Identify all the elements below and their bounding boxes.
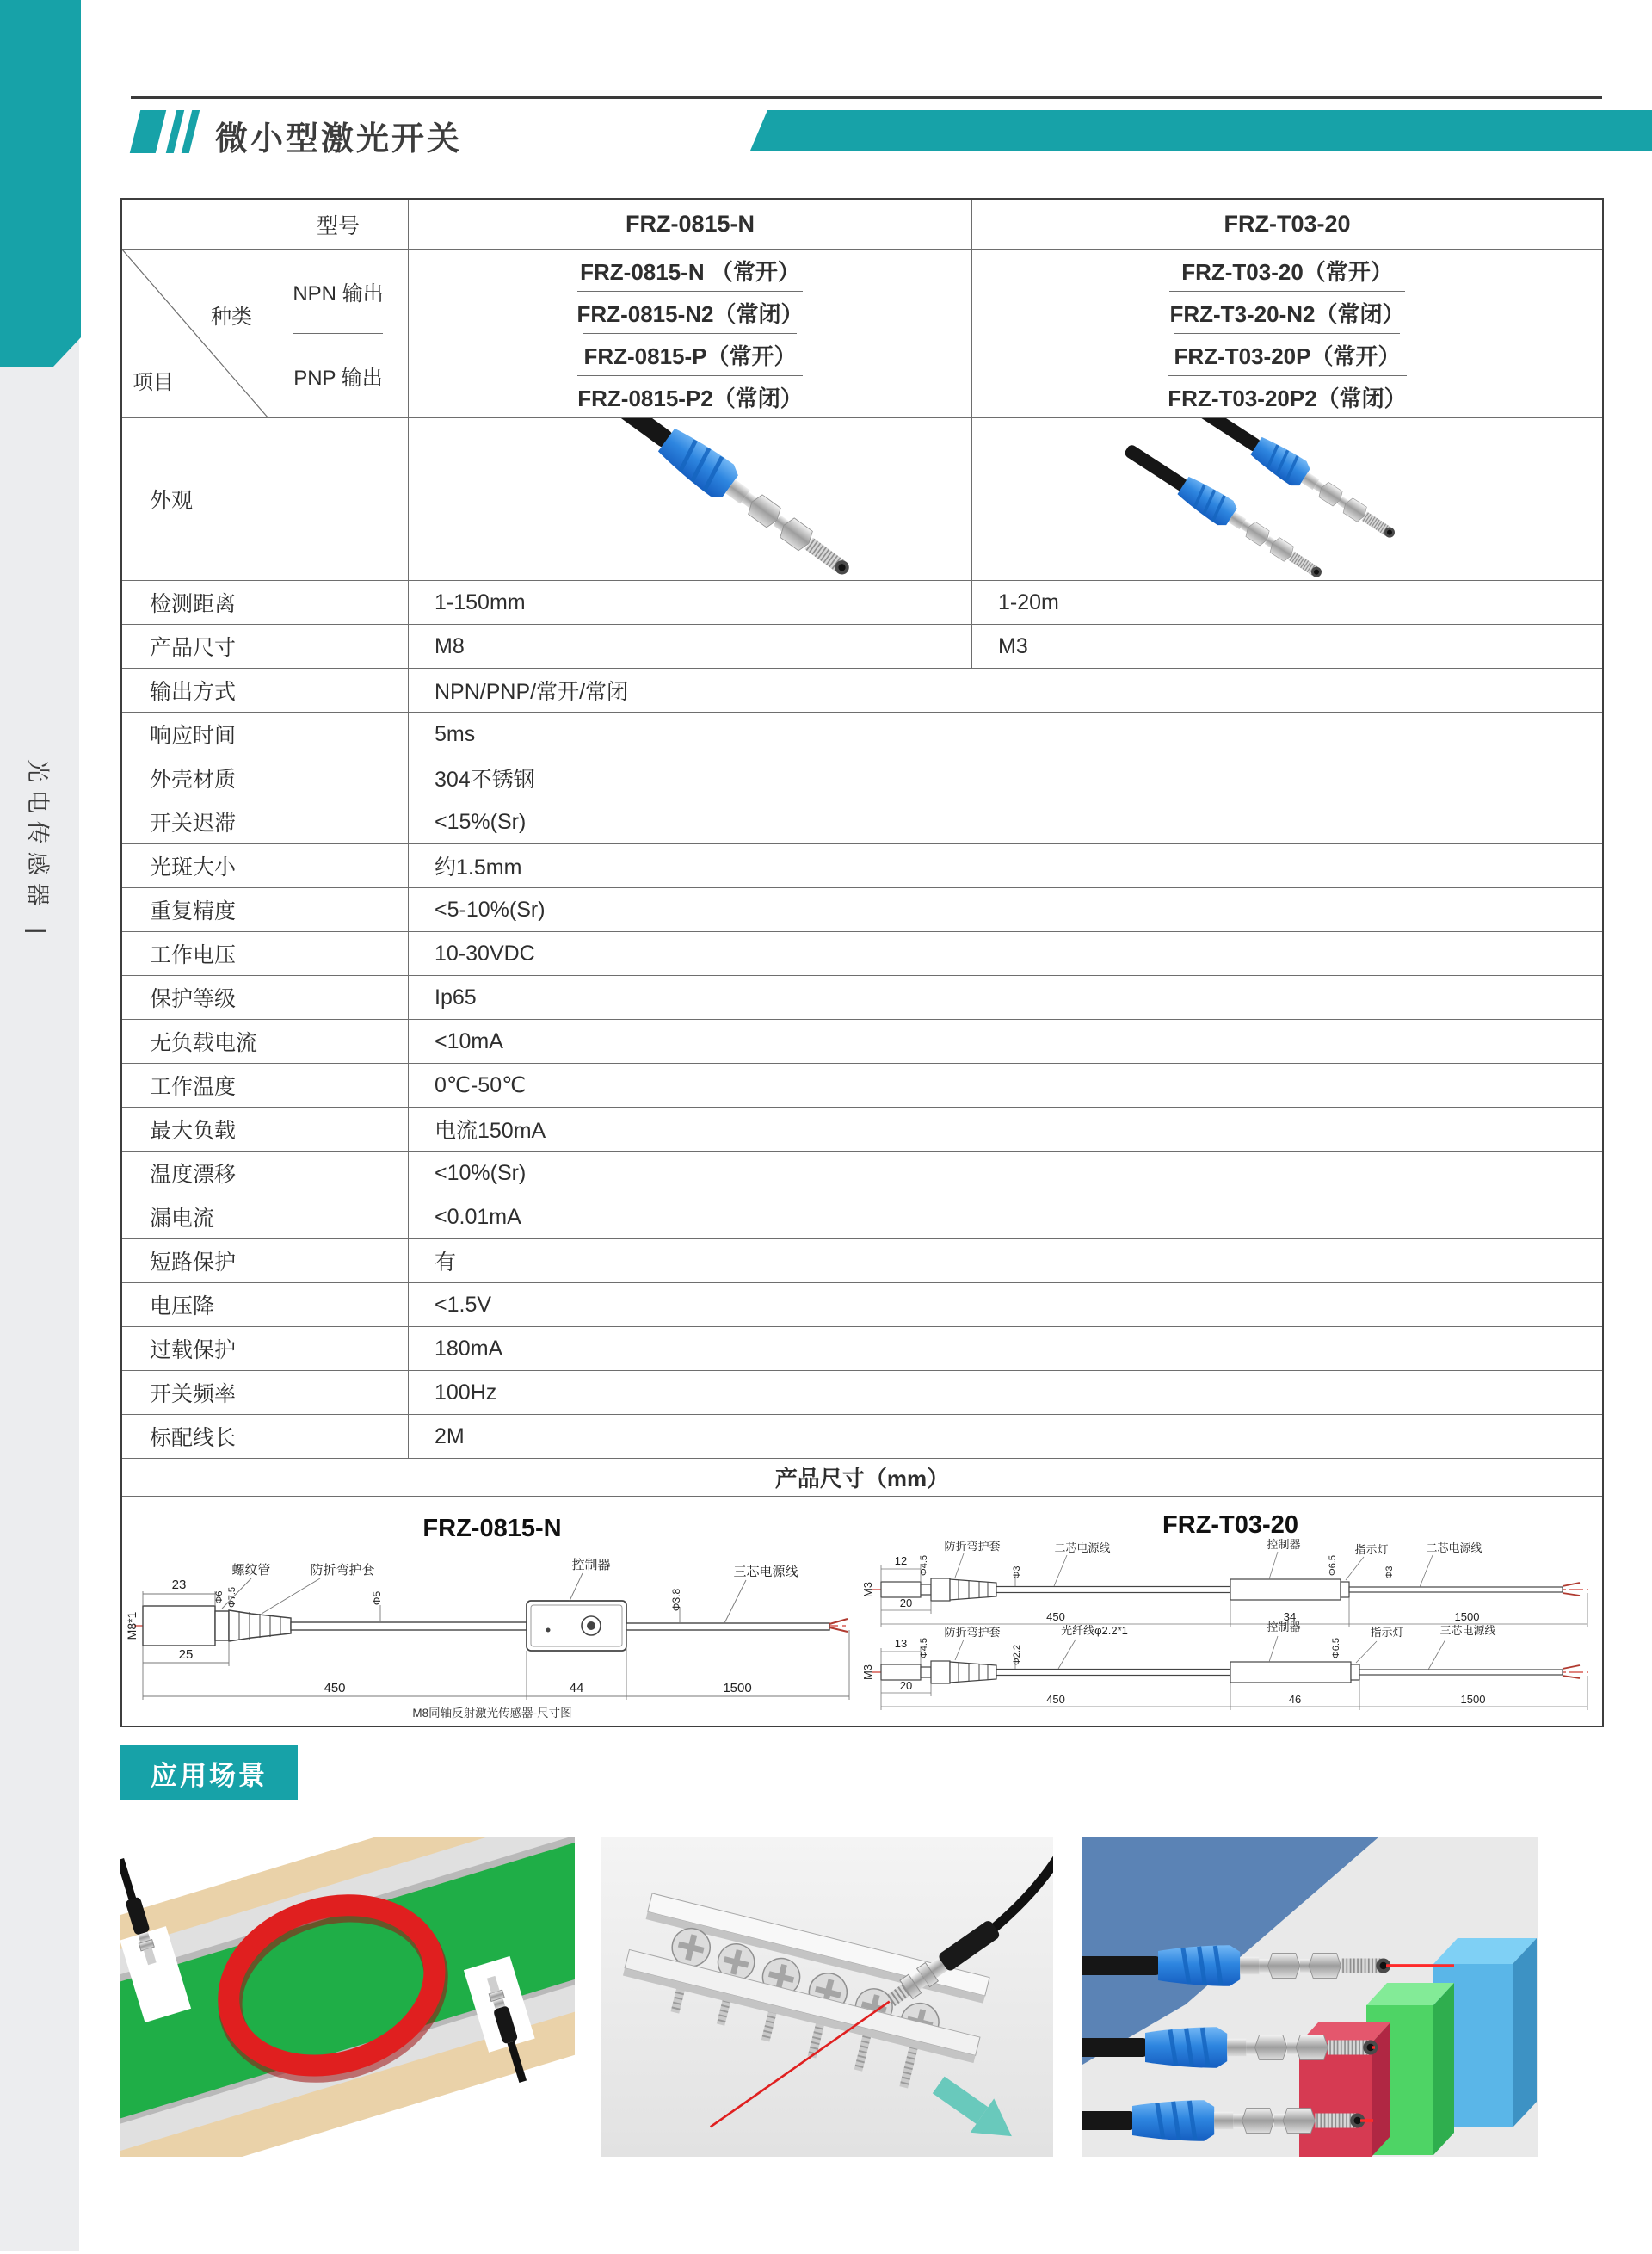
applications-header: 应用场景: [151, 1760, 268, 1791]
spec-label: 电压降: [122, 1283, 409, 1326]
variant-cell: FRZ-T03-20P2（常闭）: [1168, 375, 1406, 417]
variant-cell: FRZ-T03-20（常开）: [1181, 258, 1393, 285]
table-row: [122, 624, 1602, 668]
spec-label: 保护等级: [122, 976, 409, 1019]
application-image-screw-rail: [601, 1837, 1053, 2157]
spec-value: <1.5V: [435, 1292, 492, 1317]
spec-value-col2: 1-20m: [998, 590, 1059, 614]
dimension-drawing-frz0815: [122, 1497, 860, 1726]
spec-value: <15%(Sr): [435, 809, 527, 834]
output-type-column: [268, 250, 409, 417]
spec-label: 工作电压: [122, 932, 409, 975]
part-label-cable2: 三芯电源线: [1439, 1624, 1496, 1637]
spec-label: 输出方式: [122, 669, 409, 712]
dia-label: Φ3: [1384, 1565, 1395, 1579]
dia-label: Φ6: [214, 1590, 225, 1604]
spec-value: 180mA: [435, 1336, 503, 1361]
spec-value: <10%(Sr): [435, 1160, 527, 1185]
spec-label: 工作温度: [122, 1064, 409, 1107]
spec-table: [120, 198, 1604, 1727]
variant-cell: FRZ-0815-P（常开）: [583, 333, 796, 375]
model-row-label: 型号: [268, 200, 409, 249]
table-row: [122, 1238, 1602, 1282]
table-row: [122, 1370, 1602, 1414]
spec-value: 约1.5mm: [435, 855, 522, 880]
spec-label: 无负载电流: [122, 1020, 409, 1063]
spec-label: 产品尺寸: [122, 625, 409, 668]
pnp-output-label: PNP 输出: [293, 333, 383, 417]
spec-value: <0.01mA: [435, 1204, 521, 1229]
part-label-cable1: 二芯电源线: [1054, 1541, 1111, 1554]
spec-label: 最大负载: [122, 1108, 409, 1151]
dims-header: 产品尺寸（mm）: [774, 1466, 950, 1491]
title-slash-icon: [182, 110, 200, 153]
spec-value: 电流150mA: [435, 1119, 546, 1143]
spec-value-col1: M8: [409, 625, 972, 668]
drawing-title: FRZ-T03-20: [1162, 1511, 1298, 1539]
variant-cell: FRZ-T03-20P（常开）: [1174, 333, 1401, 375]
appearance-label: 外观: [122, 418, 409, 580]
spec-value: 10-30VDC: [435, 941, 535, 966]
dia-label: Φ4.5: [919, 1554, 929, 1577]
diagonal-label-item: 项目: [133, 371, 174, 394]
table-row: [122, 887, 1602, 931]
spec-value: 有: [435, 1251, 457, 1275]
table-variants-block: [122, 249, 1602, 417]
part-label-boot: 防折弯护套: [310, 1563, 375, 1578]
thread-size-label: M3: [861, 1581, 874, 1598]
part-label-cable1: 光纤线φ2.2*1: [1061, 1624, 1128, 1637]
dia-label: Φ6.5: [1328, 1554, 1338, 1577]
left-teal-block: [0, 0, 81, 367]
diagonal-label-category: 种类: [211, 306, 252, 329]
thread-size-label: M3: [861, 1664, 874, 1681]
spec-value: 2M: [435, 1423, 465, 1448]
npn-output-label: NPN 输出: [293, 282, 384, 306]
table-row-dims-header: [122, 1458, 1602, 1496]
part-label-controller: 控制器: [1267, 1538, 1301, 1551]
table-row: [122, 800, 1602, 843]
spec-value: 304不锈钢: [435, 768, 535, 792]
variant-cell: FRZ-T3-20-N2（常闭）: [1169, 291, 1404, 333]
spec-label: 过载保护: [122, 1327, 409, 1370]
dim-450: 450: [1046, 1693, 1065, 1706]
part-label-thread-tube: 螺纹管: [231, 1563, 271, 1578]
table-row: [122, 1414, 1602, 1458]
table-row-appearance: [122, 417, 1602, 580]
spec-label: 外壳材质: [122, 756, 409, 800]
part-label-controller: 控制器: [571, 1558, 611, 1572]
title-slash-icon: [166, 110, 184, 153]
spec-value: Ip65: [435, 985, 477, 1010]
spec-label: 检测距离: [122, 581, 409, 624]
empty-cell: [122, 200, 268, 249]
applications-header-badge: [120, 1745, 298, 1800]
dia-label: Φ4.5: [919, 1637, 929, 1659]
spec-value: NPN/PNP/常开/常闭: [435, 680, 629, 704]
dia-label: Φ2.2: [1012, 1644, 1022, 1666]
model-name-col1: FRZ-0815-N: [409, 200, 972, 249]
part-label-boot: 防折弯护套: [944, 1626, 1001, 1639]
dim-1500: 1500: [1454, 1610, 1480, 1623]
spec-label: 开关迟滞: [122, 800, 409, 843]
dim-34: 34: [1283, 1610, 1297, 1623]
dia-label: Φ3.8: [670, 1588, 682, 1612]
header-rule: [131, 96, 1602, 99]
sidebar-vertical-label: 光电传感器 |: [24, 758, 51, 942]
spec-value-col1: 1-150mm: [409, 581, 972, 624]
table-row: [122, 1282, 1602, 1326]
dia-label: Φ7.5: [227, 1586, 237, 1609]
dim-12: 12: [894, 1554, 908, 1567]
table-row: [122, 1107, 1602, 1151]
part-label-boot: 防折弯护套: [944, 1540, 1001, 1553]
table-row: [122, 1195, 1602, 1238]
dia-label: Φ6.5: [1331, 1637, 1341, 1659]
dimension-drawing-frzt0320: [860, 1497, 1602, 1726]
dim-13: 13: [894, 1637, 908, 1650]
thread-size-label: M8*1: [125, 1611, 139, 1640]
spec-value: 100Hz: [435, 1380, 497, 1405]
title-slash-icon: [130, 110, 166, 153]
table-row: [122, 1019, 1602, 1063]
dia-label: Φ5: [371, 1590, 383, 1606]
dim-23: 23: [171, 1578, 187, 1592]
table-row: [122, 931, 1602, 975]
product-photo-frz0815: [409, 418, 971, 580]
dia-label: Φ3: [1012, 1565, 1022, 1579]
drawing-caption: M8同轴反射激光传感器-尺寸图: [412, 1707, 572, 1720]
table-row-model: [122, 200, 1602, 249]
product-photo-col1: [409, 418, 972, 580]
application-image-rgb-blocks: [1082, 1837, 1538, 2157]
spec-value: <5-10%(Sr): [435, 897, 546, 922]
table-row-drawings: [122, 1496, 1602, 1726]
dim-1500: 1500: [723, 1681, 752, 1695]
variant-cell: FRZ-0815-N （常开）: [580, 258, 800, 285]
spec-label: 漏电流: [122, 1195, 409, 1238]
drawing-title: FRZ-0815-N: [422, 1515, 562, 1542]
title-accent-band: [750, 110, 1652, 151]
spec-value-col2: M3: [998, 633, 1028, 658]
part-label-controller: 控制器: [1267, 1621, 1301, 1633]
table-row: [122, 580, 1602, 624]
dim-450: 450: [324, 1681, 346, 1695]
dim-20: 20: [899, 1679, 913, 1692]
diagonal-header-cell: [122, 250, 268, 417]
application-image-conveyor: [120, 1837, 575, 2157]
table-row: [122, 975, 1602, 1019]
table-row: [122, 756, 1602, 800]
product-photo-frzt0320: [972, 418, 1602, 580]
spec-label: 重复精度: [122, 888, 409, 931]
spec-value: 0℃-50℃: [435, 1073, 527, 1097]
variant-cell: FRZ-0815-P2（常闭）: [577, 375, 803, 417]
dim-25: 25: [178, 1647, 194, 1662]
page-title: 微小型激光开关: [215, 121, 463, 157]
model-name-col2: FRZ-T03-20: [1224, 211, 1351, 237]
spec-label: 响应时间: [122, 713, 409, 756]
spec-label: 温度漂移: [122, 1152, 409, 1195]
spec-label: 开关频率: [122, 1371, 409, 1414]
variant-cell: FRZ-0815-N2（常闭）: [577, 291, 804, 333]
spec-label: 光斑大小: [122, 844, 409, 887]
table-row: [122, 712, 1602, 756]
dim-46: 46: [1288, 1693, 1302, 1706]
table-row: [122, 1326, 1602, 1370]
part-label-cable: 三芯电源线: [733, 1565, 798, 1579]
part-label-led: 指示灯: [1370, 1626, 1404, 1639]
spec-label: 标配线长: [122, 1415, 409, 1458]
product-photo-col2: [972, 418, 1602, 580]
variant-column-2: [972, 250, 1602, 417]
spec-label: 短路保护: [122, 1239, 409, 1282]
dim-450: 450: [1046, 1610, 1065, 1623]
spec-value: <10mA: [435, 1028, 503, 1053]
variant-column-1: [409, 250, 972, 417]
dim-44: 44: [569, 1681, 584, 1695]
part-label-cable2: 二芯电源线: [1426, 1541, 1482, 1554]
dim-20: 20: [899, 1596, 913, 1609]
table-row: [122, 1151, 1602, 1195]
table-row: [122, 1063, 1602, 1107]
dim-1500: 1500: [1460, 1693, 1486, 1706]
spec-value: 5ms: [435, 721, 476, 746]
part-label-led: 指示灯: [1354, 1543, 1389, 1556]
table-row: [122, 843, 1602, 887]
table-row: [122, 668, 1602, 712]
